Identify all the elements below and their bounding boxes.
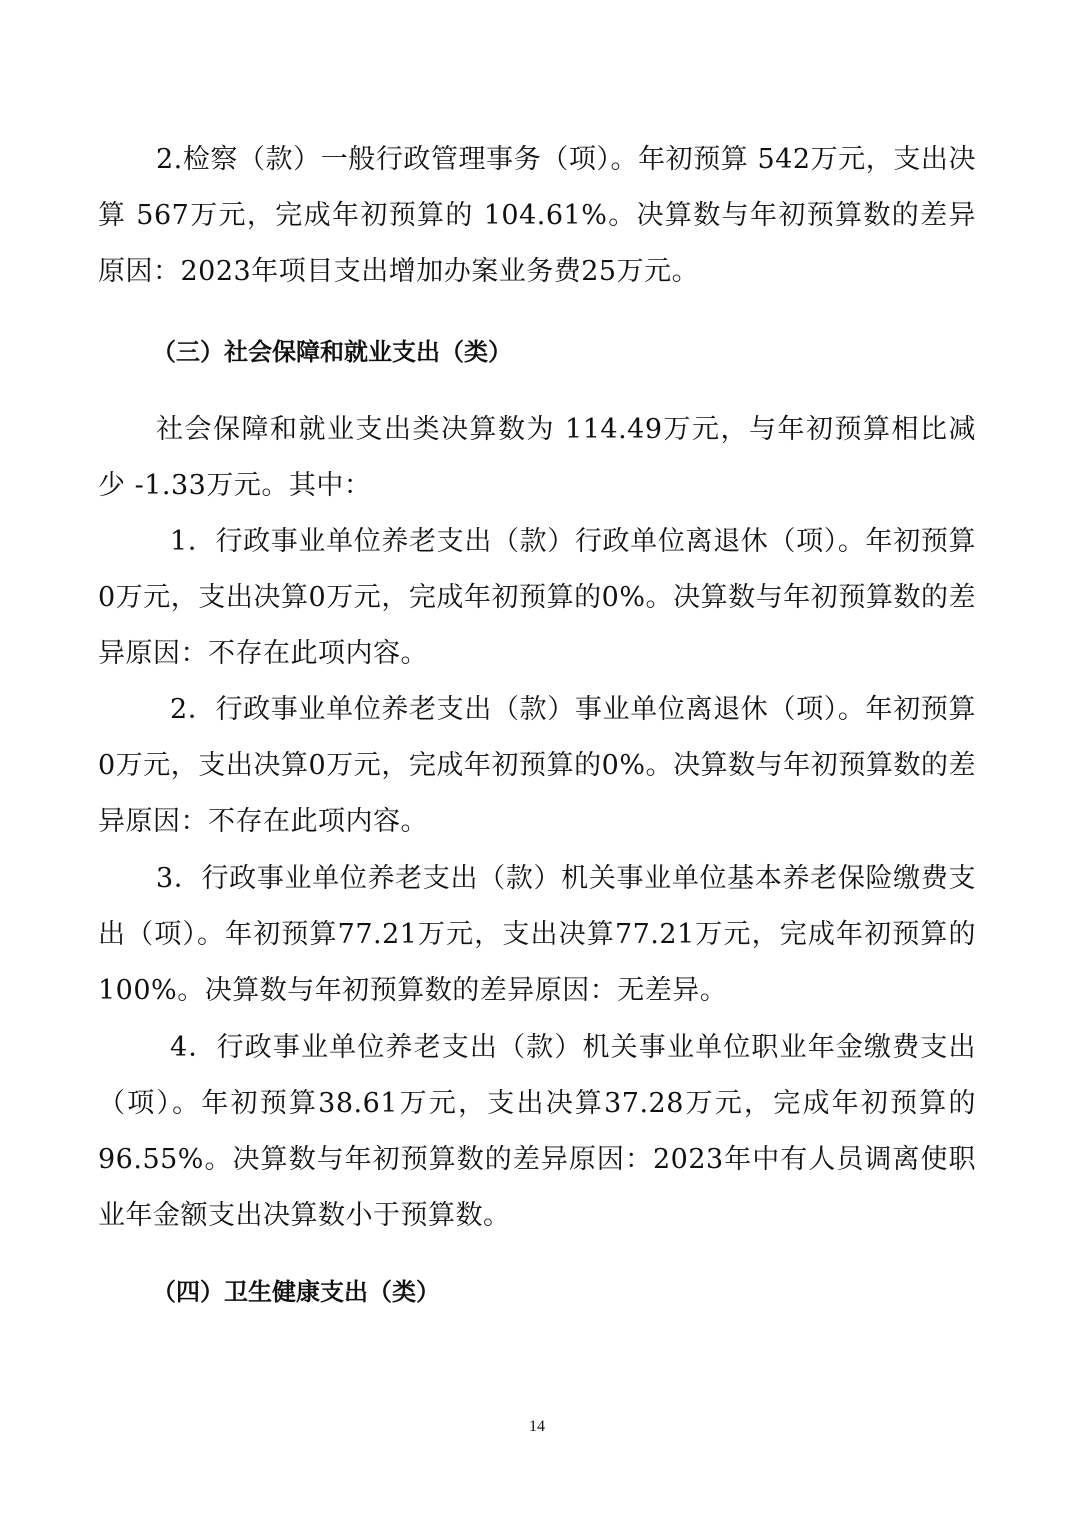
paragraph-item-3: 3．行政事业单位养老支出（款）机关事业单位基本养老保险缴费支出（项）。年初预算77.21万元，支出决算77.21万元，完成年初预算的100%。决算数与年初预算数的差异原因：无差异。 <box>98 863 976 1006</box>
paragraph-procuratorate-admin: 2.检察（款）一般行政管理事务（项）。年初预算 542万元，支出决算 567万元，完成年初预算的 104.61%。决算数与年初预算数的差异原因：2023年项目支出增加办案业务费25万元。 <box>98 144 976 287</box>
page-number: 14 <box>529 1418 545 1435</box>
section-heading-health: （四）卫生健康支出（类） <box>152 1278 440 1306</box>
paragraph-social-security-summary: 社会保障和就业支出类决算数为 114.49万元，与年初预算相比减少 -1.33万元。其中： <box>98 414 976 501</box>
paragraph-item-4: 4．行政事业单位养老支出（款）机关事业单位职业年金缴费支出（项）。年初预算38.61万元，支出决算37.28万元，完成年初预算的96.55%。决算数与年初预算数的差异原因：2023年中有人员调离使职业年金额支出决算数小于预算数。 <box>98 1032 976 1231</box>
paragraph-item-2: 2．行政事业单位养老支出（款）事业单位离退休（项）。年初预算0万元，支出决算0万元，完成年初预算的0%。决算数与年初预算数的差异原因：不存在此项内容。 <box>98 694 976 837</box>
section-heading-social-security: （三）社会保障和就业支出（类） <box>152 338 512 366</box>
paragraph-item-1: 1．行政事业单位养老支出（款）行政单位离退休（项）。年初预算0万元，支出决算0万元，完成年初预算的0%。决算数与年初预算数的差异原因：不存在此项内容。 <box>98 526 976 669</box>
